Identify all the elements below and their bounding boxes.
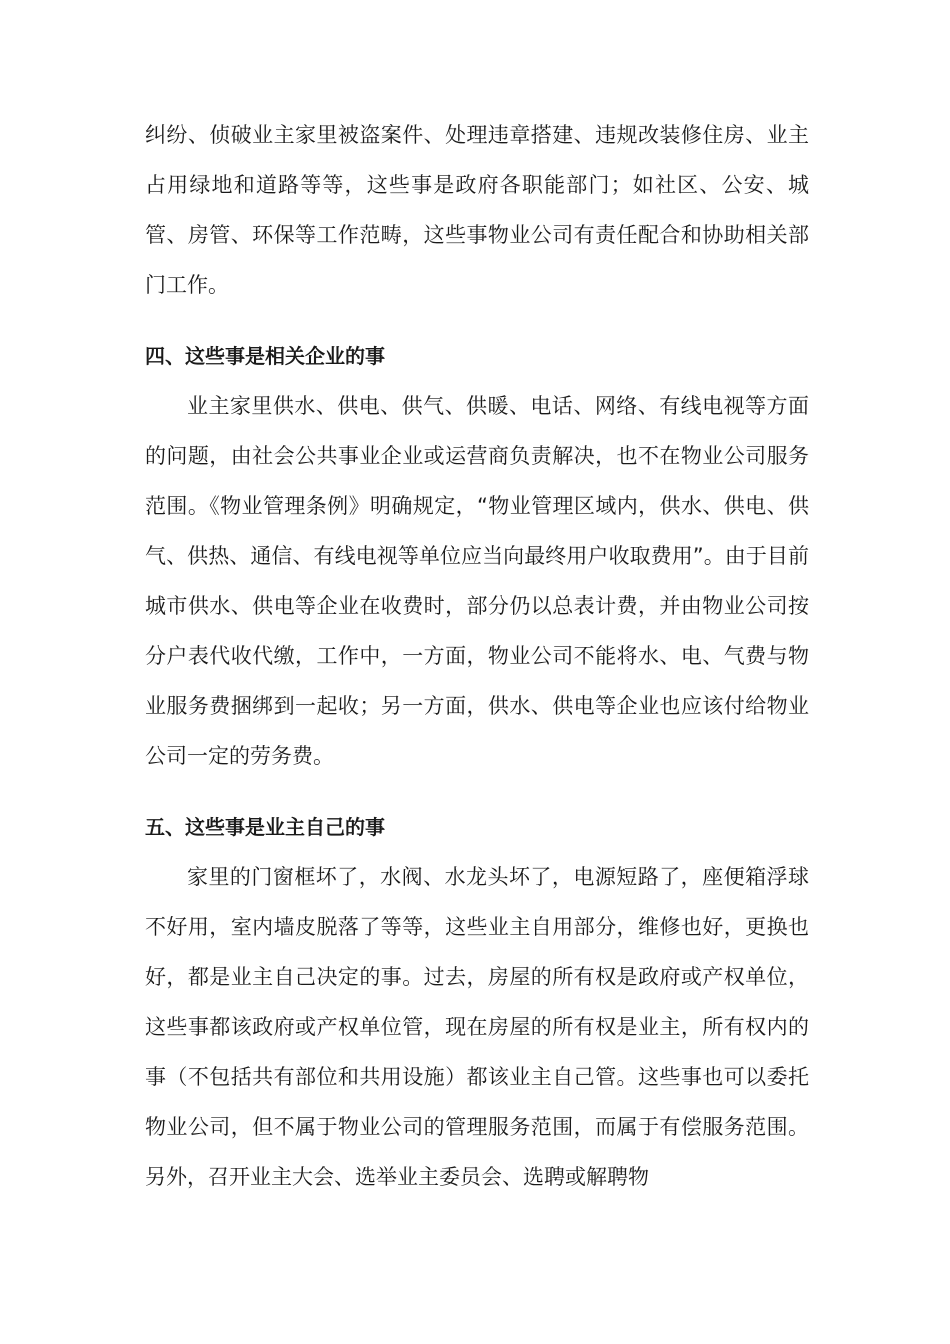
document-body (145, 110, 809, 1202)
section-5-paragraph: 家里的门窗框坏了，水阀、水龙头坏了，电源短路了，座便箱浮球不好用，室内墙皮脱落了等等，这些业主自用部分，维修也好，更换也好，都是业主自己决定的事。过去，房屋的所有权是政府或产权单位，这些事都该政府或产权单位管，现在房屋的所有权是业主，所有权内的事（不包括共有部位和共用设施）都该业主自己管。这些事也可以委托物业公司，但不属于物业公司的管理服务范围，而属于有偿服务范围。另外，召开业主大会、选举业主委员会、选聘或解聘物 (145, 865, 809, 1189)
paragraph-spacer (145, 781, 809, 802)
continued-paragraph: 纠纷、侦破业主家里被盗案件、处理违章搭建、违规改装修住房、业主占用绿地和道路等等，这些事是政府各职能部门；如社区、公安、城管、房管、环保等工作范畴，这些事物业公司有责任配合和协助相关部门工作。 (145, 123, 809, 297)
section-4-heading: 四、这些事是相关企业的事 (145, 344, 385, 368)
paragraph-spacer (145, 310, 809, 331)
section-5-heading: 五、这些事是业主自己的事 (145, 815, 385, 839)
section-4-paragraph: 业主家里供水、供电、供气、供暖、电话、网络、有线电视等方面的问题，由社会公共事业企业或运营商负责解决，也不在物业公司服务范围。《物业管理条例》明确规定，“物业管理区域内，供水、供电、供气、供热、通信、有线电视等单位应当向最终用户收取费用”。由于目前城市供水、供电等企业在收费时，部分仍以总表计费，并由物业公司按分户表代收代缴，工作中，一方面，物业公司不能将水、电、气费与物业服务费捆绑到一起收；另一方面，供水、供电等企业也应该付给物业公司一定的劳务费。 (145, 394, 809, 768)
